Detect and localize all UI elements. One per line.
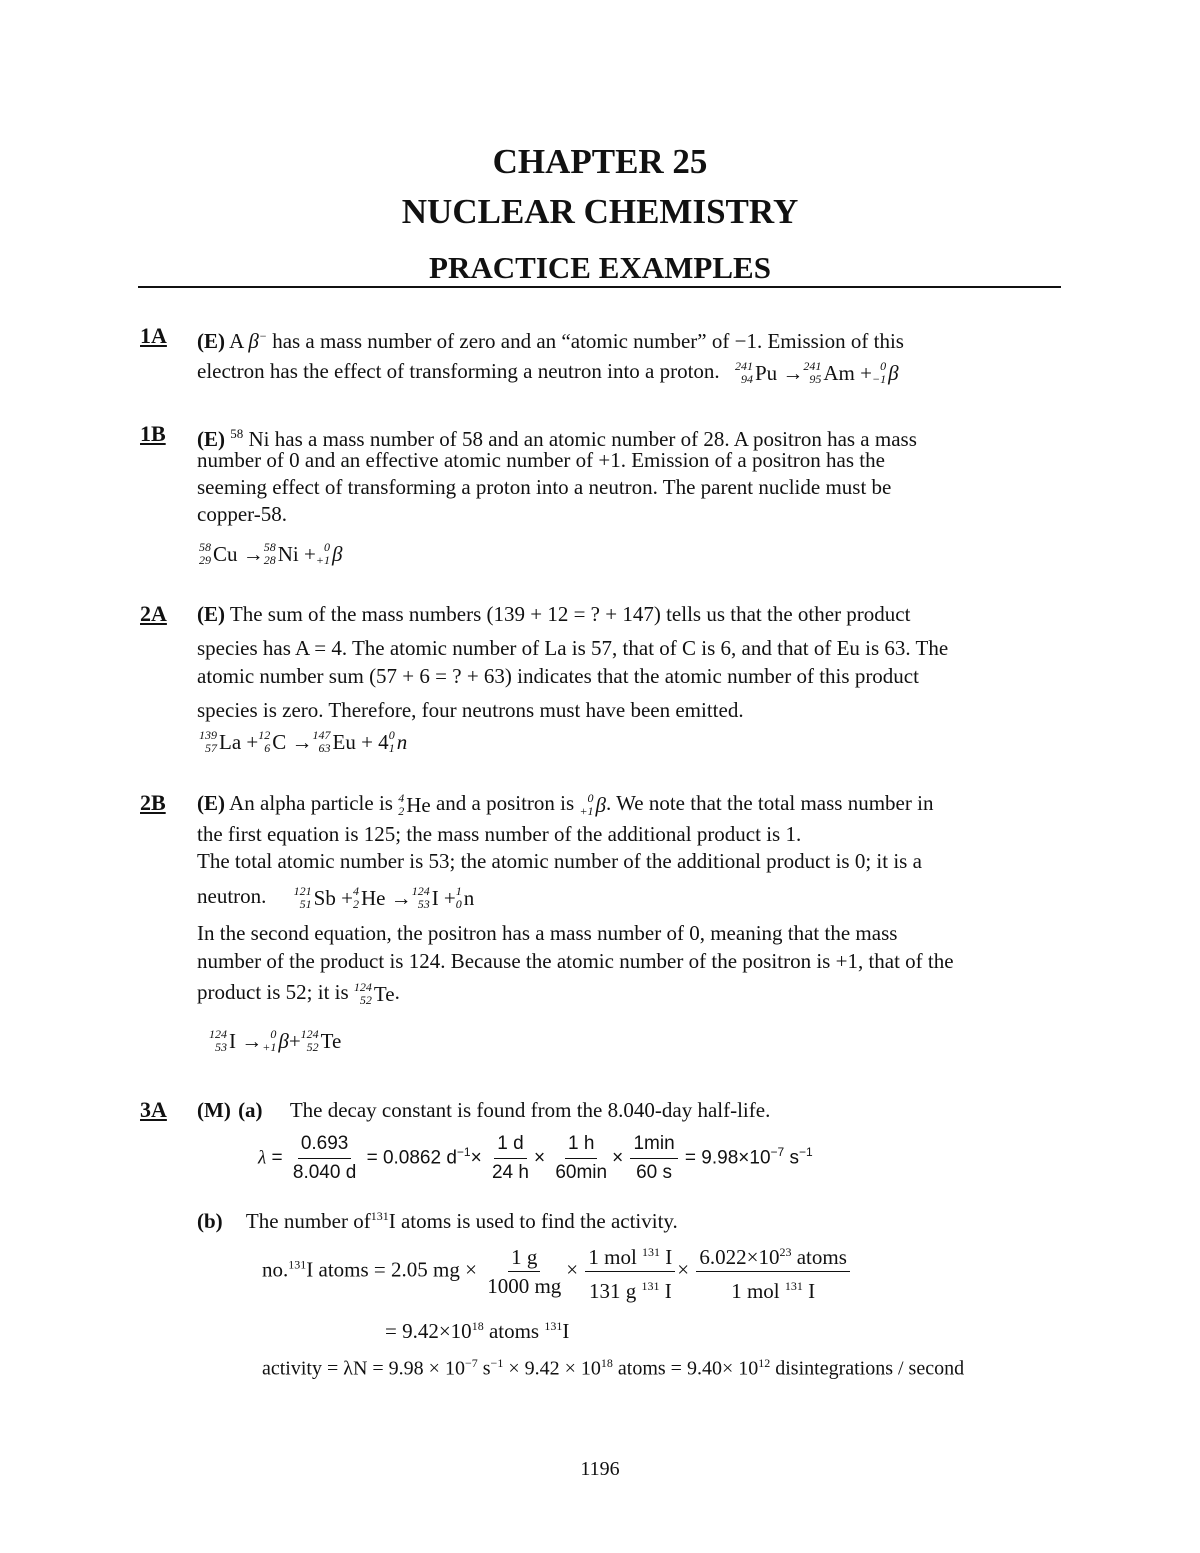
example-label-2a: 2A (140, 601, 167, 626)
ex2a-line4: species is zero. Therefore, four neutrons must have been emitted. (197, 698, 744, 722)
decay-equation-1a: 241 94 Pu → 241 95 Am + 0 −1 β (734, 359, 899, 387)
section-divider (138, 286, 1061, 288)
ex2b-line1: (E) An alpha particle is 4 2 He and a positron is 0 +1 β . We note that the total mass number in (197, 791, 934, 819)
activity-equation: activity = $\lambda N = 9.98 \times 10^{-7}$ $s^{-1} \times 9.42 \times 10^{18}$ atoms = $9.40\times 10^{12}$ disintegrations / second (262, 1356, 965, 1380)
ex2b-line7: product is 52; it is 124 52 Te. (197, 980, 400, 1008)
ex1a-line2: electron has the effect of transforming a neutron into a proton. 241 94 Pu → 241 95 Am + 0 −1 β (197, 359, 899, 387)
chapter-title: CHAPTER 25 (492, 142, 708, 181)
section-heading: PRACTICE EXAMPLES (429, 250, 771, 285)
ex1b-line1: (E) $^{58}$ Ni has a mass number of 58 and an atomic number of 28. A positron has a mass (197, 426, 917, 451)
page-number: 1196 (580, 1458, 620, 1480)
ex2b-line3: The total atomic number is 53; the atomic number of the additional product is 0; it is a (197, 849, 922, 873)
atoms-result: = $9.42\times 10^{18}$ atoms $^{131}$I (385, 1319, 570, 1343)
ex1b-line4: copper-58. (197, 502, 287, 526)
example-label-2b: 2B (140, 790, 166, 815)
ex1b-line3: seeming effect of transforming a proton into a neutron. The parent nuclide must be (197, 475, 892, 499)
decay-equation-2b-1: 121 51 Sb + 4 2 He → 124 53 I + 1 0 n (293, 884, 475, 912)
ex1a-line1: (E) A β− has a mass number of zero and an “atomic number” of −1. Emission of this (197, 329, 904, 353)
ex2b-line4: neutron. 121 51 Sb + 4 2 He → 124 53 I + 1 0 n (197, 884, 475, 912)
atoms-equation: no.$^{131}$I atoms = 2.05 mg × $\frac{1 g}{1000 mg}$ × $\frac{1 mol ^{131} I}{131 g ^{131} I}$ × $\frac{6.022\times 10^{23} atoms}{1 mol ^{131} I}$ (262, 1240, 852, 1303)
example-label-3a: 3A (140, 1097, 167, 1122)
decay-equation-1b: 58 29 Cu → 58 28 Ni + 0 +1 β (199, 540, 343, 568)
ex2a-line2: species has A = 4. The atomic number of La is 57, that of C is 6, and that of Eu is 63. The (197, 636, 949, 660)
ex2a-line1: (E) The sum of the mass numbers (139 + 12 = ? + 147) tells us that the other product (197, 602, 911, 626)
example-label-1a: 1A (140, 323, 167, 348)
ex2a-line3: atomic number sum (57 + 6 = ? + 63) indicates that the atomic number of this product (197, 664, 919, 688)
example-label-1b: 1B (140, 421, 166, 446)
ex3a-part-b: (b) The number $of^{131}I$ atoms is used to find the activity. (197, 1209, 678, 1233)
ex1b-line2: number of 0 and an effective atomic number of +1. Emission of a positron has the (197, 448, 885, 472)
ex2b-line6: number of the product is 124. Because the atomic number of the positron is +1, that of the (197, 949, 954, 973)
ex3a-part-a: (M) (a) The decay constant is found from the 8.040-day half-life. (197, 1098, 771, 1122)
ex2b-line2: the first equation is 125; the mass number of the additional product is 1. (197, 822, 802, 846)
ex2b-line5: In the second equation, the positron has a mass number of 0, meaning that the mass (197, 921, 898, 945)
decay-constant-equation: λ = $\frac{0.693}{8.040 d}$ = 0.0862 $d^{-1}\times$ $\frac{1 d}{24 h}$ × $\frac{1 h}{60\min}$ × $\frac{1\min}{60 s}$ = $9.98\times 10^{-7}$ $s^{-1}$ (258, 1133, 813, 1183)
decay-equation-2b-2: 124 53 I → 0 +1 β + 124 52 Te (209, 1027, 342, 1055)
decay-equation-2a: 139 57 La + 12 6 C → 147 63 Eu + 4 0 1 n (199, 728, 408, 756)
chapter-subject: NUCLEAR CHEMISTRY (401, 192, 799, 231)
